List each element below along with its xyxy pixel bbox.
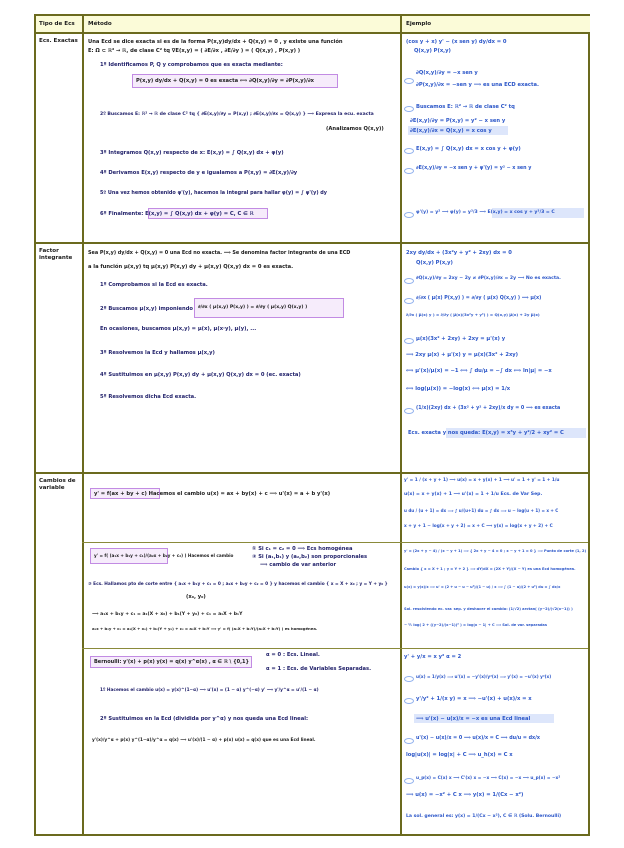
- factor-example-line: Q(x,y) P(x,y): [416, 260, 453, 266]
- cambio1-example-line: x + y + 1 − log(x + y + 2) = x + C ⟹ y(x) = log(x + y + 2) + C: [404, 524, 553, 529]
- bernoulli-example-line: u_p(x) = C(x) x ⟹ C'(x) x = −x ⟹ C(x) = −x ⟹ u_p(x) = −x²: [416, 776, 561, 781]
- cambio1-example-line: u(x) = x + y(x) + 1 ⟹ u'(x) = 1 + 1/u Ecs. de Var Sep.: [404, 492, 543, 497]
- cambio2-example-line: y' = (2x + y − 4) / (x − y + 1) ⟹ { 2x + y − 4 = 0 ; x − y + 1 = 0 } ⟹ Punto de corte (1, 2): [404, 549, 587, 553]
- header-row: [36, 16, 590, 32]
- bernoulli-example-line: log|u(x)| = log|x| + C ⟹ u_h(x) = C x: [406, 752, 513, 758]
- bernoulli-method-line: Bernoulli: y'(x) + p(x) y(x) = q(x) y^α(x) , α ∈ ℝ \ {0,1}: [94, 659, 250, 665]
- exactas-example-line: φ'(y) = y² ⟹ φ(y) = y³/3 ⟹ E(x,y) = x cos y + y³/3 = C: [416, 210, 555, 215]
- factor-example-line: ⟹ 2xy μ(x) + μ'(x) y = μ(x)(3x² + 2xy): [406, 352, 519, 358]
- bullet-icon: [404, 778, 414, 784]
- cambio2-example-line: − ½ log( 2 + ((y−2)/(x−1))² ) = log|x − 1| + C ⟹ Sol. de var. separadas: [404, 623, 547, 627]
- exactas-method-note: (Analizamos Q(x,y)): [326, 126, 384, 132]
- row-divider-1: [36, 242, 588, 244]
- factor-example-line: μ(x)(3x² + 2xy) + 2xy = μ'(x) y: [416, 336, 506, 342]
- bullet-icon: [404, 676, 414, 682]
- factor-method-line: Sea P(x,y) dy/dx + Q(x,y) = 0 una Ecd no exacta. ⟹ Se denomina factor integrante de una ECD: [88, 250, 351, 256]
- bullet-icon: [404, 78, 414, 84]
- factor-method-step: 2º Buscamos μ(x,y) imponiendo: [100, 306, 193, 312]
- exactas-example-line: ∂Q(x,y)/∂y = −x sen y: [416, 70, 478, 76]
- factor-example-line: ∂/∂x ( μ(x) y ) = ∂/∂y ( μ(x)(3x²y + y²) ) = Q(x,y) μ(x) + 2y μ(x): [406, 312, 540, 317]
- type-cambios-variable: Cambios de variable: [39, 478, 76, 491]
- factor-method-line: a la función μ(x,y) tq μ(x,y) P(x,y) dy + μ(x,y) Q(x,y) dx = 0 es exacta.: [88, 264, 294, 270]
- factor-example-line: ∂Q(x,y)/∂y = 2xy − 2y ≠ ∂P(x,y)/∂x = 2y ⟹ No es exacta.: [416, 276, 561, 281]
- cambio2-example-line: u(x) = y(x)/x ⟹ u' = (2 + u − u − u²)/(1 − u) / x ⟹ ∫ (1 − u)/(2 + u²) du = ∫ dx/x: [404, 585, 561, 589]
- bernoulli-example-line: u'(x) − u(x)/x = 0 ⟹ u(x)/x = C ⟹ du/u = dx/x: [416, 736, 540, 741]
- bernoulli-method-line: α = 0 : Ecs. Lineal.: [266, 652, 320, 658]
- exactas-method-step: 1º Identificamos P, Q y comprobamos que es exacta mediante:: [100, 62, 283, 68]
- factor-method-step: 5º Resolvemos dicha Ecd exacta.: [100, 394, 197, 400]
- bernoulli-example-line: ⟹ u'(x) − u(x)/x = −x es una Ecd lineal: [416, 716, 531, 722]
- bullet-icon: [404, 738, 414, 744]
- factor-example-line: ⟺ log(μ(x)) = −log(x) ⟺ μ(x) = 1/x: [406, 386, 511, 392]
- type-exactas: Ecs. Exactas: [39, 38, 78, 44]
- bullet-icon: [404, 698, 414, 704]
- factor-example-line: (1/x)(2xy) dx + (3x² + y² + 2xy)/x dy = 0 ⟹ es exacta: [416, 406, 561, 411]
- summary-table: [34, 14, 590, 836]
- bernoulli-method-step: 1º Hacemos el cambio u(x) = y(x)^(1−α) ⟹ u'(x) = (1 − α) y^(−α) y' ⟹ y'/y^α = u'/(1 − α): [100, 688, 319, 693]
- factor-method-note: En ocasiones, buscamos μ(x,y) = μ(x), μ(x·y), μ(y), ...: [100, 326, 257, 332]
- exactas-example-line: ∂E(x,y)/∂x = Q(x,y) = x cos y: [410, 128, 492, 134]
- exactas-example-line: ∂P(x,y)/∂x = −sen y ⟹ es una ECD exacta.: [416, 82, 539, 88]
- cambio2-method-line: ⟹ cambio de var anterior: [260, 562, 337, 568]
- cambio2-method-line: ③ Ecs. Hallamos pto de corte entre { a₁x + b₁y + c₁ = 0 ; a₂x + b₂y + c₂ = 0 } y hacemos el cambio { x = X + x₀ ; y = Y + y₀ }: [88, 582, 388, 587]
- factor-example-line: 2xy dy/dx + (3x²y + y² + 2xy) dx = 0: [406, 250, 512, 256]
- subrow-divider-2: [82, 648, 588, 649]
- bernoulli-example-line: ⟹ u(x) = −x² + C x ⟹ y(x) = 1/(Cx − x²): [406, 792, 524, 798]
- exactas-example-line: ∂E(x,y)/∂y = −x sen y + φ'(y) = y² − x sen y: [416, 166, 532, 171]
- exactas-example-line: E(x,y) = ∫ Q(x,y) dx = x cos y + φ(y): [416, 146, 521, 152]
- bullet-icon: [404, 106, 414, 112]
- col-divider-1: [82, 16, 84, 834]
- exactas-method-formula: P(x,y) dy/dx + Q(x,y) = 0 es exacta ⟺ ∂Q(x,y)/∂y = ∂P(x,y)/∂x: [136, 78, 315, 84]
- cambio2-method-line: a₂x + b₂y + c₂ = a₂(X + x₀) + b₂(Y + y₀) + c₂ = a₂X + b₂Y ⟹ y' = f( (a₁X + b₁Y)/(a₂X + b₂Y) ) es homogénea.: [92, 626, 318, 631]
- bernoulli-method-formula: y'(x)/y^α + p(x) y^(1−α)/y^α = q(x) ⟹ u'(x)/(1 − α) + p(x) u(x) = q(x) que es una Ecd lineal.: [92, 738, 316, 743]
- bernoulli-example-line: La sol. general es: y(x) = 1/(Cx − x²), C ∈ ℝ (Solu. Bernoulli): [406, 814, 562, 819]
- bullet-icon: [404, 278, 414, 284]
- factor-example-line: Ecs. exacta y nos queda: E(x,y) = x³y + y²/2 + xy² = C: [408, 430, 564, 436]
- bullet-icon: [404, 168, 414, 174]
- exactas-example-line: (cos y + x) y' − (x sen y) dy/dx = 0: [406, 39, 507, 45]
- factor-example-line: ⟺ μ'(x)/μ(x) = −1 ⟺ ∫ du/μ = −∫ dx ⟺ ln|μ| = −x: [406, 368, 552, 374]
- exactas-method-step: 3º Integramos Q(x,y) respecto de x: E(x,y) = ∫ Q(x,y) dx + φ(y): [100, 150, 284, 156]
- header-tipo: Tipo de Ecs: [39, 21, 75, 27]
- cambio1-method-line: y' = f(ax + by + c) Hacemos el cambio u(x) = ax + by(x) + c ⟹ u'(x) = a + b y'(x): [94, 491, 331, 497]
- cambio2-method-line: ⟹ a₁x + b₁y + c₁ = a₁(X + x₀) + b₁(Y + y₀) + c₁ = a₁X + b₁Y: [92, 612, 243, 617]
- header-ejemplo: Ejemplo: [406, 21, 432, 27]
- factor-method-step: 1º Comprobamos si la Ecd es exacta.: [100, 282, 208, 288]
- exactas-method-line: E: Ω ⊂ ℝ² → ℝ, de clase C² tq ∇E(x,y) = ( ∂E/∂x , ∂E/∂y ) = ( Q(x,y) , P(x,y) ): [88, 48, 301, 54]
- cambio2-method-line: ① Si c₁ = c₂ = 0 ⟹ Ecs homogénea: [252, 546, 353, 552]
- cambio2-example-line: Sol. resolviendo ec. var. sep. y deshacer el cambio: (1/√2) arctan( (y−2)/(√2(x−1)) ): [404, 607, 573, 611]
- factor-example-line: ∂/∂x ( μ(x) P(x,y) ) = ∂/∂y ( μ(x) Q(x,y) ) ⟹ μ(x): [416, 296, 542, 301]
- cambio1-example-line: y' = 1 / (x + y + 1) ⟹ u(x) = x + y(x) + 1 ⟹ u' = 1 + y' = 1 + 1/u: [404, 478, 560, 483]
- exactas-example-line: ∂E(x,y)/∂y = P(x,y) = y² − x sen y: [410, 118, 506, 124]
- exactas-example-line: Q(x,y) P(x,y): [414, 48, 451, 54]
- bullet-icon: [404, 212, 414, 218]
- exactas-method-line: Una Ecd se dice exacta si es de la forma P(x,y)dy/dx + Q(x,y) = 0 , y existe una función: [88, 39, 343, 45]
- bernoulli-example-line: u(x) = 1/y(x) ⟹ u'(x) = −y'(x)/y²(x) ⟹ y'(x) = −u'(x) y²(x): [416, 674, 552, 679]
- exactas-method-step: 2º Buscamos E: ℝ² → ℝ de clase C² tq { ∂E(x,y)/∂y = P(x,y) ; ∂E(x,y)/∂x = Q(x,y) } ⟹ Expresa la ecu. exacta: [100, 112, 374, 117]
- factor-method-step: 4º Sustituimos en μ(x,y) P(x,y) dy + μ(x,y) Q(x,y) dx = 0 (ec. exacta): [100, 372, 301, 378]
- row-divider-2: [36, 472, 588, 474]
- cambio2-example-line: Cambio { x = X + 1 ; y = Y + 2 } ⟹ dY/dX = (2X + Y)/(X − Y) es una Ecd homogénea.: [404, 567, 576, 571]
- cambio2-method-line: (x₀, y₀): [186, 594, 206, 600]
- bullet-icon: [404, 338, 414, 344]
- col-divider-2: [400, 16, 402, 834]
- bernoulli-example-line: y'/y² + 1/(x y) = x ⟹ −u'(x) + u(x)/x = x: [416, 696, 532, 702]
- bullet-icon: [404, 298, 414, 304]
- exactas-method-step: 4º Derivamos E(x,y) respecto de y e igualamos a P(x,y) = ∂E(x,y)/∂y: [100, 170, 298, 176]
- cambio2-method-line: ② Si (a₁,b₁) y (a₂,b₂) son proporcionales: [252, 554, 368, 560]
- exactas-method-step: 5º Una vez hemos obtenido φ'(y), hacemos la integral para hallar φ(y) = ∫ φ'(y) dy: [100, 190, 327, 196]
- bernoulli-method-line: α = 1 : Ecs. de Variables Separadas.: [266, 666, 372, 672]
- header-divider: [36, 32, 588, 34]
- subrow-divider-1: [82, 542, 588, 543]
- bullet-icon: [404, 148, 414, 154]
- type-factor-integrante: Factor integrante: [39, 248, 73, 261]
- cambio1-example-line: u du / (u + 1) = dx ⟹ ∫ u/(u+1) du = ∫ dx ⟹ u − log(u + 1) = x + C: [404, 508, 559, 513]
- bernoulli-example-line: y' + y/x = x y² α = 2: [404, 654, 462, 660]
- bernoulli-method-step: 2º Sustituimos en la Ecd (dividida por y^α) y nos queda una Ecd lineal:: [100, 716, 309, 722]
- cambio2-method-line: y' = f( (a₁x + b₁y + c₁)/(a₂x + b₂y + c₂) ) Hacemos el cambio: [94, 553, 234, 558]
- exactas-method-step: 6º Finalmente: E(x,y) = ∫ Q(x,y) dx + φ(y) = C, C ∈ ℝ: [100, 211, 254, 217]
- factor-method-step: 3º Resolvemos la Ecd y hallamos μ(x,y): [100, 350, 215, 356]
- exactas-example-line: Buscamos E: ℝ² → ℝ de clase C² tq: [416, 104, 515, 110]
- bullet-icon: [404, 408, 414, 414]
- factor-method-formula: ∂/∂x ( μ(x,y) P(x,y) ) = ∂/∂y ( μ(x,y) Q(x,y) ): [198, 305, 308, 310]
- header-metodo: Método: [88, 21, 112, 27]
